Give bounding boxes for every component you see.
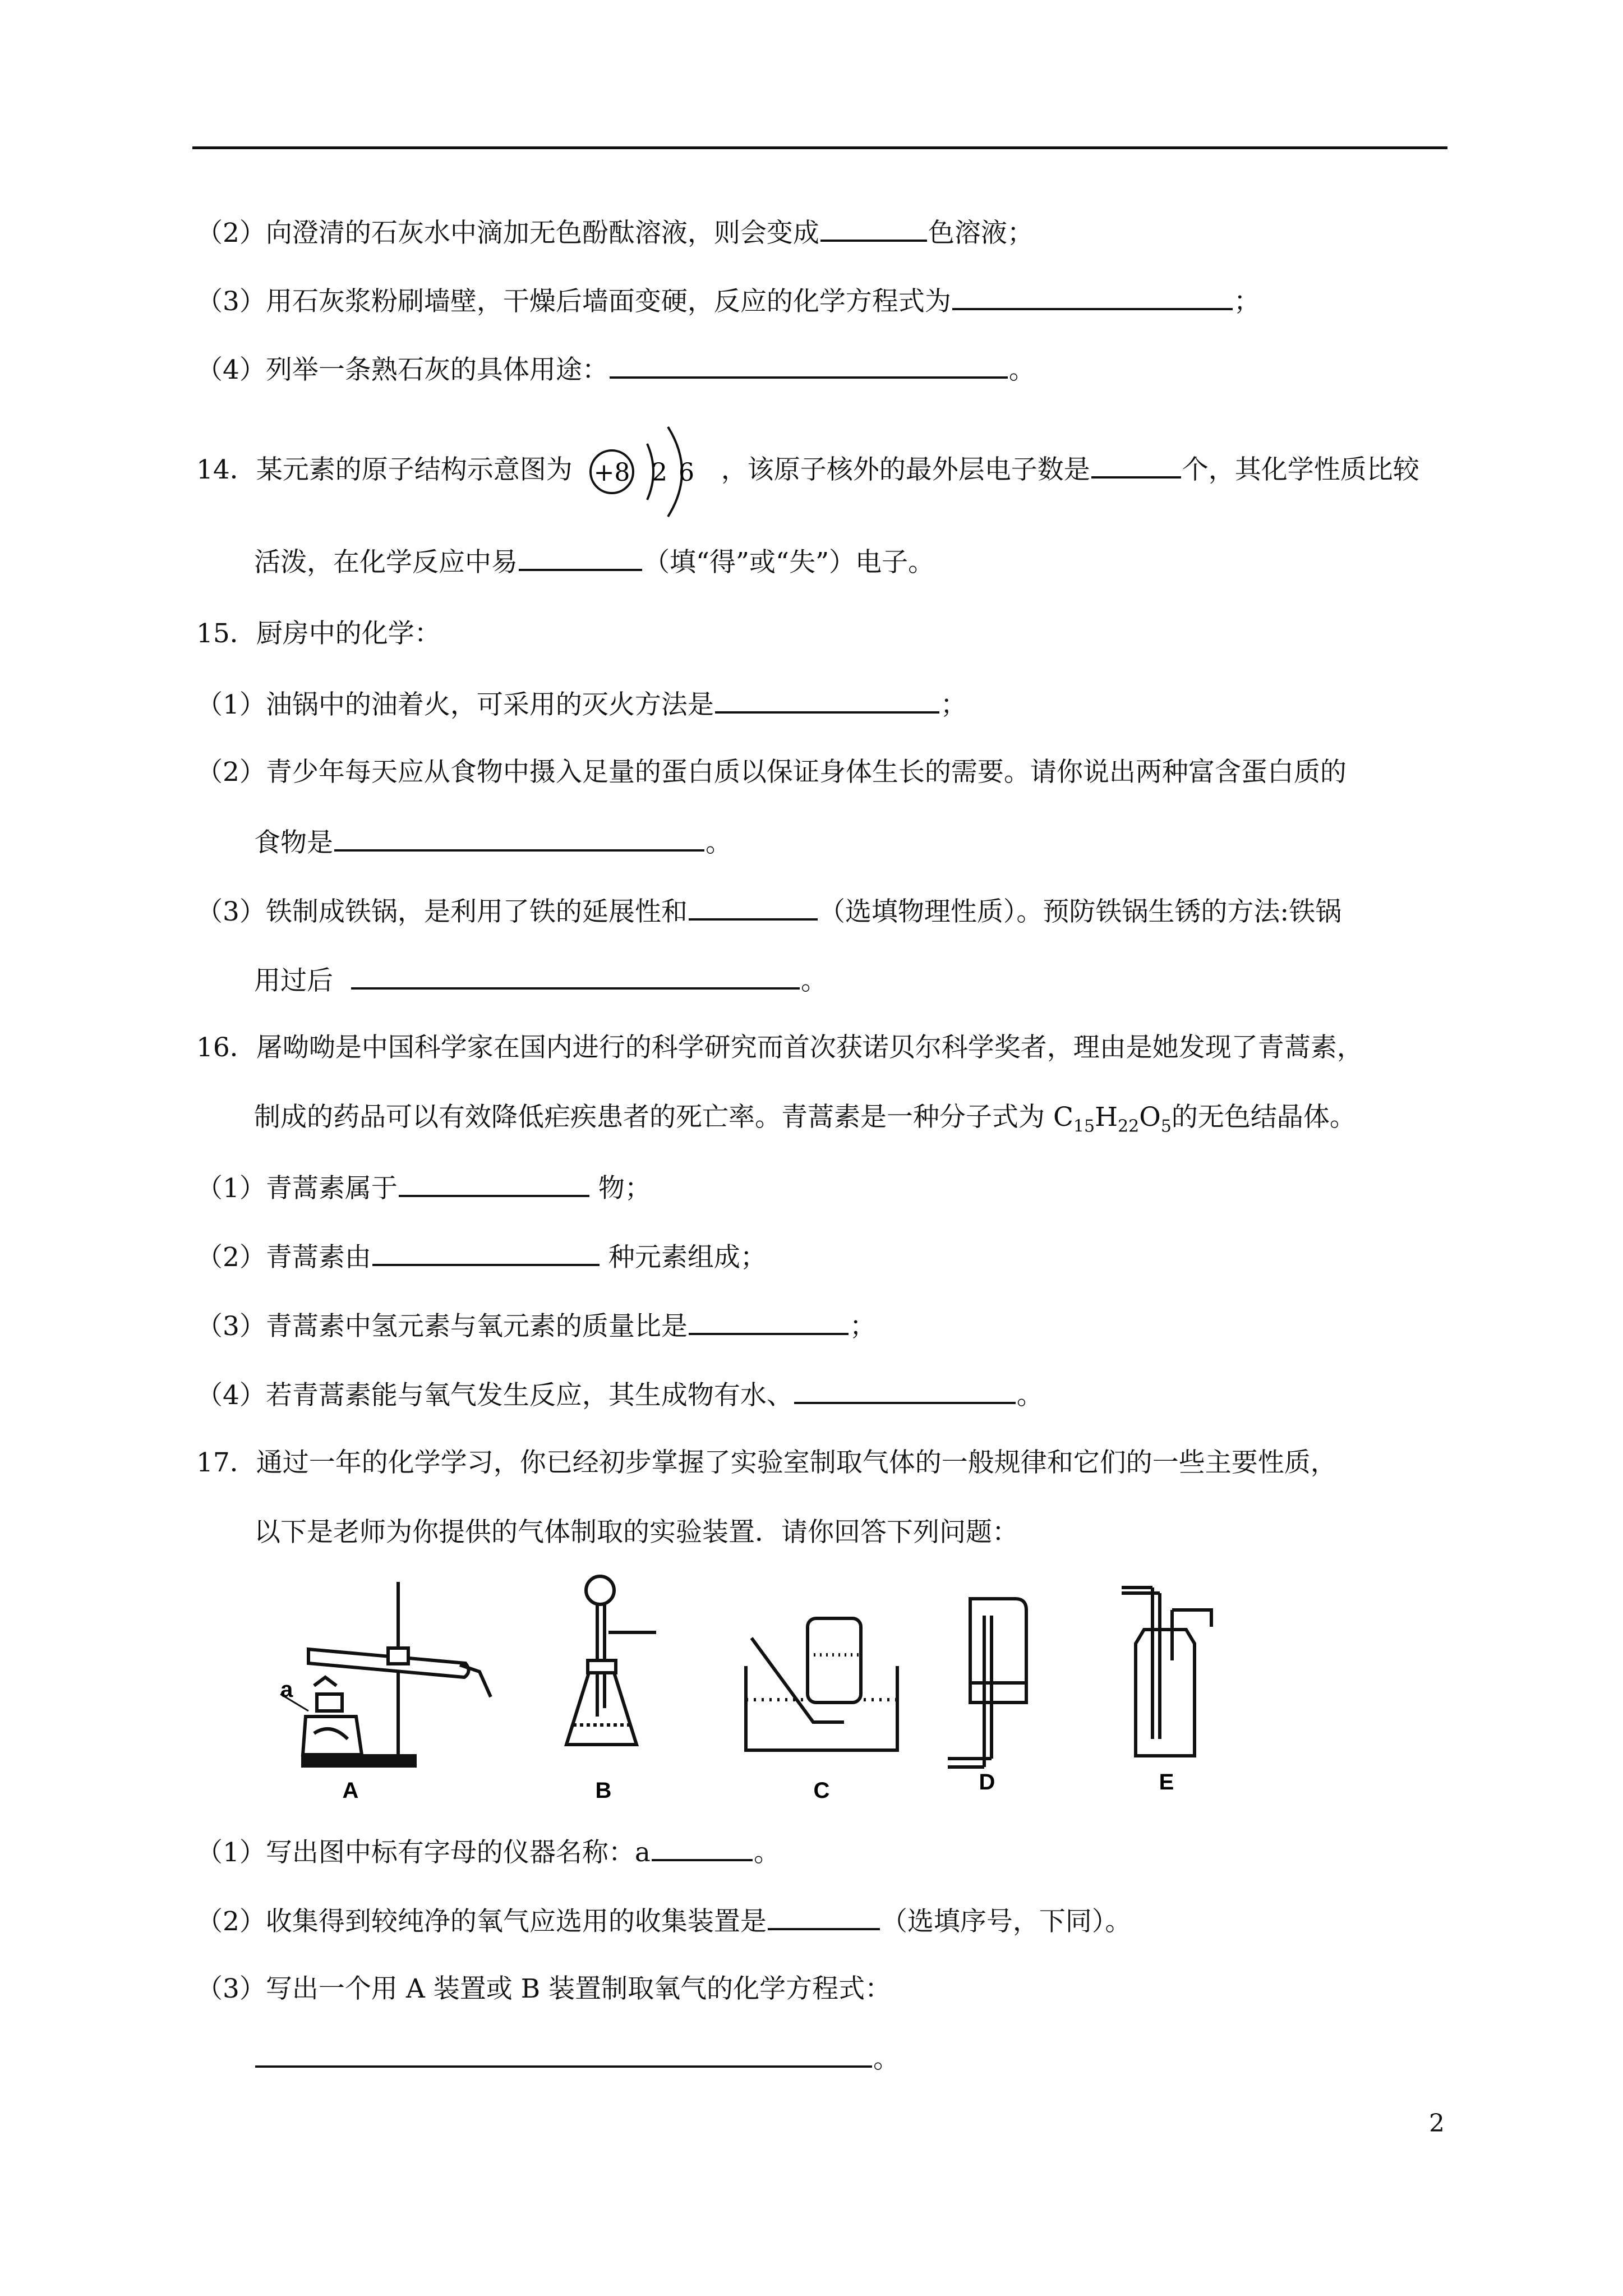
apparatus-e [1122,1588,1211,1756]
answer-blank[interactable] [820,215,927,242]
answer-blank[interactable] [351,963,800,990]
answer-blank[interactable] [794,1377,1016,1404]
q17-line1: 17．通过一年的化学学习，你已经初步掌握了实验室制取气体的一般规律和它们的一些主要性质， [196,1447,1337,1478]
q13-part3: （3）用石灰浆粉刷墙壁，干燥后墙面变硬，反应的化学方程式为 ； [196,283,1260,319]
q17-line2: 以下是老师为你提供的气体制取的实验装置．请你回答下列问题： [254,1517,1018,1548]
page-number: 2 [1429,2109,1445,2138]
label-a: a [280,1677,293,1702]
answer-blank[interactable] [715,687,939,714]
answer-blank[interactable] [652,1834,753,1861]
q16-part4: （4）若青蒿素能与氧气发生反应，其生成物有水、 。 [196,1377,1043,1412]
answer-blank[interactable] [689,1308,849,1335]
q13-part4: （4）列举一条熟石灰的具体用途： 。 [196,352,1035,387]
nucleus-label: +8 [593,458,630,487]
label-apparatus-d: D [979,1770,995,1795]
answer-blank[interactable] [1091,452,1181,478]
q15-part1: （1）油锅中的油着火，可采用的灭火方法是 ； [196,687,967,722]
q17-part1: （1）写出图中标有字母的仪器名称：a 。 [196,1834,780,1870]
q15-part3-line1: （3）铁制成铁锅，是利用了铁的延展性和 （选填物理性质）。预防铁锅生锈的方法:铁锅 [196,894,1341,929]
apparatus-a [280,1582,491,1766]
answer-blank[interactable] [952,283,1233,310]
label-apparatus-c: C [813,1778,830,1803]
apparatus-d [948,1599,1026,1767]
q16-line2: 制成的药品可以有效降低疟疾患者的死亡率。青蒿素是一种分子式为 $C_{15}H_{22}O_5$的无色结晶体。 [254,1102,1356,1137]
answer-blank[interactable] [610,352,1008,379]
atom-structure-svg [581,416,721,528]
shell-1-electrons: 2 [651,458,667,487]
q16-line1: 16．屠呦呦是中国科学家在国内进行的科学研究而首次获诺贝尔科学奖者，理由是她发现了青蒿素， [196,1032,1363,1063]
label-apparatus-a: A [342,1778,359,1803]
label-apparatus-b: B [595,1778,612,1803]
q17-part2: （2）收集得到较纯净的氧气应选用的收集装置是 （选填序号，下同）。 [196,1903,1131,1939]
answer-blank[interactable] [334,825,704,852]
header-rule [192,146,1447,149]
q14-line2: 活泼，在化学反应中易 （填“得”或“失”）电子。 [254,544,934,579]
q15-title: 15．厨房中的化学： [196,618,441,649]
q17-part3-line1: （3）写出一个用 A 装置或 B 装置制取氧气的化学方程式： [196,1973,892,2004]
atom-structure-diagram [581,455,721,489]
answer-blank[interactable] [689,894,818,921]
apparatus-b [566,1576,656,1745]
q14-line1: 14．某元素的原子结构示意图为 +8 2 6 ，该原子核外的最外层电子数是 个，其化学性质比较 [196,452,1419,489]
answer-blank[interactable] [255,2041,872,2068]
q16-part1: （1）青蒿素属于 物； [196,1170,651,1205]
label-apparatus-e: E [1159,1770,1174,1795]
answer-blank[interactable] [399,1170,589,1197]
q17-part3-line2: 。 [254,2041,900,2076]
shell-2-electrons: 6 [678,458,694,487]
q16-part3: （3）青蒿素中氢元素与氧元素的质量比是 ； [196,1308,876,1343]
apparatus-c [746,1618,897,1750]
q16-part2: （2）青蒿素由 种元素组成； [196,1239,767,1274]
q15-part2-line2: 食物是 。 [254,825,732,860]
answer-blank[interactable] [372,1239,600,1266]
q15-part3-line2: 用过后 。 [254,963,827,998]
answer-blank[interactable] [519,544,642,571]
apparatus-svg [264,1565,1262,1806]
answer-blank[interactable] [768,1903,880,1930]
q13-part2: （2）向澄清的石灰水中滴加无色酚酞溶液，则会变成 色溶液； [196,215,1034,250]
q15-part2-line1: （2）青少年每天应从食物中摄入足量的蛋白质以保证身体生长的需要。请你说出两种富含蛋白质的 [196,757,1347,788]
apparatus-figure [264,1565,1262,1806]
